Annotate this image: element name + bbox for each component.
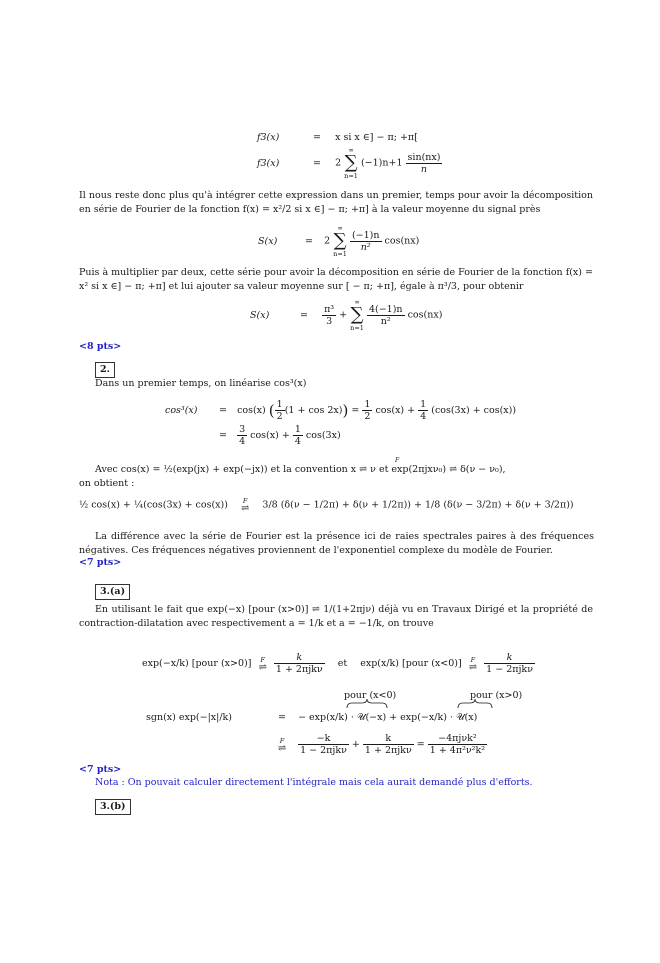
- q3a-r-f2-den: 1 + 2πjkν: [364, 745, 412, 756]
- q2-intro: Dans un premier temps, on linéarise cos³(x): [95, 378, 307, 389]
- eq1-frac-den: n: [420, 163, 428, 175]
- q2-l2-a-num: 3: [239, 424, 246, 435]
- paragraph-1: Il nous reste donc plus qu'à intégrer cette expression dans un premier, temps pour avoir la décomposition en série de Fourier de la fonction f(x) = x²/2 si x ∈] − π; +π] à la valeur moyenne du signal près: [79, 190, 593, 215]
- eq2-frac-num: (−1)n: [351, 229, 380, 241]
- eq1-l1-rhs: x si x ∈] − π; +π[: [335, 132, 418, 143]
- question-label-3a: 3.(a): [95, 584, 130, 600]
- q2-l1-r-den: 4: [420, 411, 427, 422]
- q3a-sgn-line: [146, 712, 477, 723]
- eq1-frac-num: sin(nx): [407, 151, 441, 163]
- eq1-l1-rel: =: [313, 132, 322, 143]
- sigma-symbol: ∑: [333, 230, 347, 251]
- eq1-sum-bot: n=1: [344, 172, 358, 180]
- eq1-l2-coef: 2: [335, 157, 342, 169]
- eq3-plus: +: [339, 309, 348, 321]
- q2-diff-text: La différence avec la série de Fourier est la présence ici de raies spectrales paires à des fréquences négatives. Ces fréquences négatives proviennent de l'exponentiel complexe du modèle de Fourier.: [79, 531, 594, 556]
- points-marker-3: <7 pts>: [79, 764, 122, 775]
- q2-l1-half-num: 1: [276, 399, 283, 410]
- eq1-sum-top: ∞: [348, 146, 354, 154]
- q2-l3-right: 3/8 (δ(ν − 1/2π) + δ(ν + 1/2π)) + 1/8 (δ(ν − 3/2π) + δ(ν + 3/2π)): [262, 499, 574, 511]
- q2-l2-d: cos(3x): [305, 430, 341, 441]
- q2-l2-c-den: 4: [294, 436, 301, 447]
- eq3-sum-top: ∞: [354, 298, 360, 306]
- q3a-e2-num: k: [484, 652, 535, 664]
- q3a-et: et: [337, 658, 348, 669]
- q3a-sgn-lhs: sgn(x) exp(−|x|/k): [146, 712, 233, 723]
- q2-l2-rel: =: [219, 430, 228, 441]
- q3a-r-f3-den: 1 + 4π²ν²k²: [429, 745, 486, 756]
- eq2-coef: 2: [324, 235, 331, 247]
- q3a-sgn-rel: =: [278, 712, 287, 723]
- q2-l1-q-den: 2: [364, 411, 371, 422]
- q3a-brace-label-2: pour (x>0): [470, 690, 523, 701]
- q3a-e2-left: exp(x/k) [pour (x<0)]: [360, 658, 462, 669]
- overbrace-2: [458, 699, 492, 708]
- q2-l2-a-den: 4: [239, 436, 246, 447]
- q3a-e1-left: exp(−x/k) [pour (x>0)]: [142, 658, 252, 669]
- fourier-pair-icon: F ⇌: [240, 497, 250, 514]
- q2-l1-b: =: [351, 405, 360, 416]
- q2-l1-lhs: cos³(x): [165, 405, 198, 416]
- sigma-symbol: ∑: [344, 152, 358, 173]
- eq3-f2-num: 4(−1)n: [368, 303, 403, 315]
- q2-l1-inner: (1 + cos 2x): [284, 405, 343, 416]
- eq3-f2-den: n²: [380, 315, 391, 327]
- q2-l3-left: ½ cos(x) + ¼(cos(3x) + cos(x)): [79, 499, 228, 511]
- eq2-frac-den: n²: [360, 241, 371, 253]
- fourier-pair-icon: F ⇌: [258, 655, 267, 673]
- q3a-r-f1-den: 1 − 2πjkν: [300, 745, 347, 756]
- q2-l1-d: (cos(3x) + cos(x)): [431, 405, 517, 416]
- q2-l1-q-num: 1: [364, 399, 371, 410]
- eq1-l2-rel: =: [313, 157, 322, 169]
- q3a-text: En utilisant le fait que exp(−x) [pour (x>0)] ⇌ 1/(1+2πjν) déjà vu en Travaux Dirigé et la propriété de contraction-dilatation avec respectivement a = 1/k et a = −1/k, on trouve: [79, 604, 593, 629]
- eq3-f1-den: 3: [326, 315, 333, 327]
- q2-eq-line1: cos³(x) = cos(x) ( $\frac{1}{2}$ (1 + cos 2x)) = $\frac{1}{2}$ cos(x) + $\frac{1}{4}$ (cos(3x) + cos(x)): [165, 399, 517, 422]
- eq1-term: (−1)n+1: [360, 157, 403, 169]
- overbrace-1: [347, 699, 387, 708]
- q2-l2-b: cos(x) +: [250, 430, 290, 441]
- q3a-e2-den: 1 − 2πjkν: [486, 664, 533, 675]
- paragraph-2: Puis à multiplier par deux, cette série pour avoir la décomposition en série de Fourier de la fonction f(x) = x² si x ∈] − π; +π] et lui ajouter sa valeur moyenne sur [ − π; +π], égale à π³/3, pour obtenir: [79, 267, 593, 292]
- eq3-tail: cos(nx): [407, 309, 443, 321]
- q3a-nota: Nota : On pouvait calculer directement l'intégrale mais cela aurait demandé plus d'efforts.: [95, 777, 533, 788]
- points-marker-2: <7 pts>: [79, 557, 122, 568]
- q2-fourier-tag: F: [395, 457, 400, 464]
- fourier-pair-icon: F ⇌: [277, 736, 287, 754]
- eq2-sum-bot: n=1: [333, 250, 347, 258]
- q2-l1-r-num: 1: [420, 399, 427, 410]
- eq1-l1-lhs: f3(x): [257, 132, 280, 143]
- sigma-symbol: ∑: [350, 304, 364, 325]
- q3a-brace-label-1: pour (x<0): [344, 690, 397, 701]
- eq3-sum-bot: n=1: [350, 324, 364, 332]
- eq2-sum-top: ∞: [337, 224, 343, 232]
- points-marker-1: <8 pts>: [79, 341, 122, 352]
- eq3-lhs: S(x): [250, 309, 270, 321]
- eq3-f1-num: π³: [324, 303, 335, 315]
- eq2-lhs: S(x): [258, 235, 278, 247]
- q2-l1-half-den: 2: [276, 411, 283, 422]
- eq1-l2-lhs: f3(x): [257, 157, 280, 169]
- eq2-tail: cos(nx): [384, 235, 420, 247]
- q3a-r-f1-num: −k: [298, 733, 349, 745]
- q3a-r-f3-num: −4πjνk²: [428, 733, 487, 745]
- q2-l1-rel: =: [219, 405, 228, 416]
- q2-l1-c: cos(x) +: [375, 405, 416, 416]
- q2-l1-a: cos(x): [237, 405, 266, 416]
- eq2-rel: =: [305, 235, 314, 247]
- fourier-pair-icon: F ⇌: [468, 655, 478, 673]
- question-label-3b: 3.(b): [95, 799, 131, 815]
- q3a-r-f2-num: k: [363, 733, 414, 745]
- q2-avec-line: Avec cos(x) = ½(exp(jx) + exp(−jx)) et la convention x ⇌ ν et exp(2πjxν₀) ⇌ δ(ν − ν₀),: [95, 464, 506, 475]
- eq3-rel: =: [300, 309, 309, 321]
- q3a-sgn-rhs: − exp(x/k) · 𝒰(−x) + exp(−x/k) · 𝒰(x): [298, 712, 478, 723]
- q3a-e1-num: k: [274, 652, 325, 664]
- q2-l2-c-num: 1: [294, 424, 301, 435]
- q3a-result-line: F ⇌ $\frac{-k}{\text{1 − 2πjkν}}$ + $\frac{k}{\text{1 + 2πjkν}}$ = $\frac{\text{−4πjνk²}}{\text{1 + 4π²ν²k²}}$: [146, 733, 487, 756]
- q3a-e1-den: 1 + 2πjkν: [275, 664, 323, 675]
- question-label-2: 2.: [95, 362, 115, 378]
- q2-obtient: on obtient :: [79, 478, 135, 489]
